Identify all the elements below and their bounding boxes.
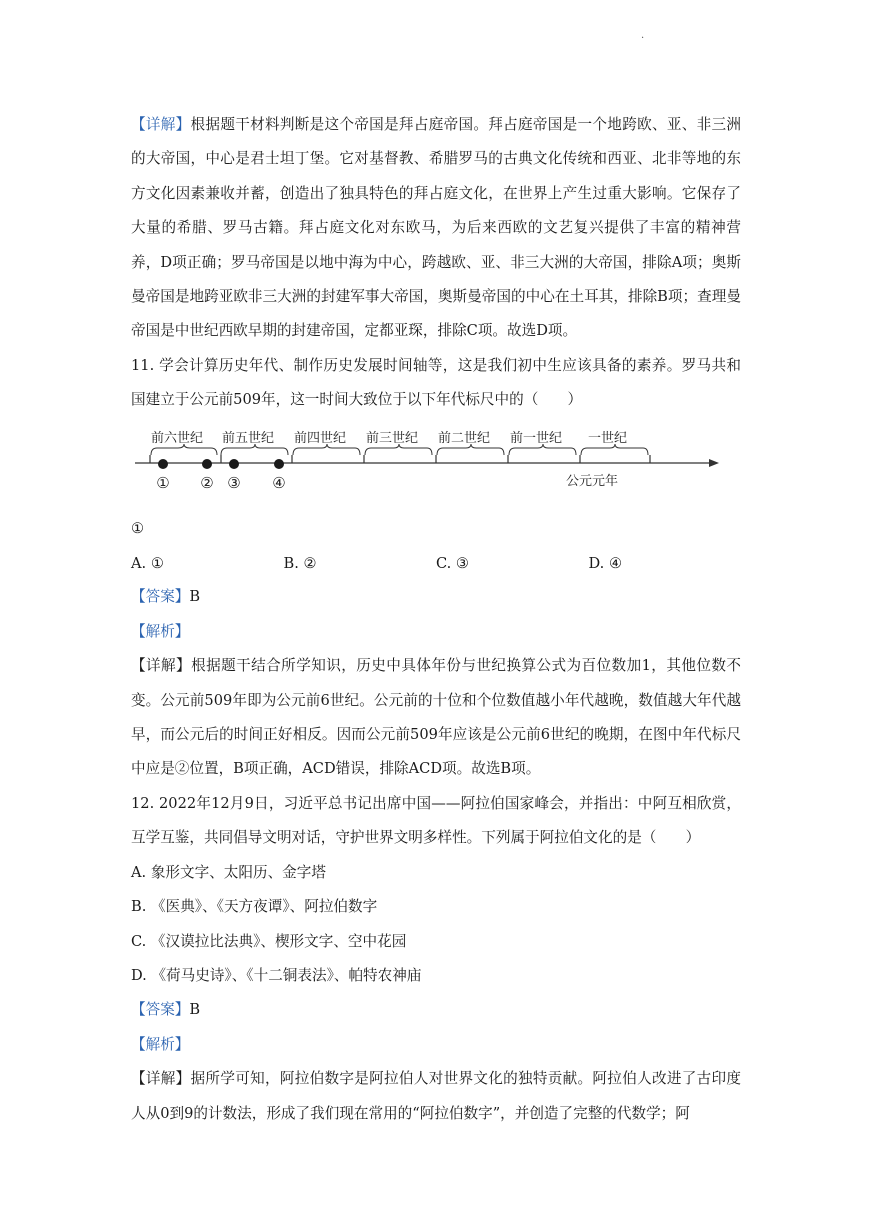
- question-12-answer: [131, 993, 741, 1027]
- question-12-stem: 12. 2022年12月9日，习近平总书记出席中国——阿拉伯国家峰会，并指出：中阿互相欣赏，互学互鉴，共同倡导文明对话，守护世界文明多样性。下列属于阿拉伯文化的是（ ）: [131, 794, 741, 847]
- century-label: 前五世纪: [222, 430, 275, 446]
- option-a: A. ①: [131, 554, 164, 572]
- detail-tag: 【详解】: [131, 116, 191, 133]
- detail-text: 根据题干材料判断是这个帝国是拜占庭帝国。拜占庭帝国是一个地跨欧、亚、非三洲的大帝国，中心是君士坦丁堡。它对基督教、希腊罗马的古典文化传统和西亚、北非等地的东方文化因素兼收并蓄，创造出了独具特色的拜占庭文化，在世界上产生过重大影响。它保存了大量的希腊、罗马古籍。拜占庭文化对东欧马，为后来西欧的文艺复兴提供了丰富的精神营养，D项正确；罗马帝国是以地中海为中心，跨越欧、亚、非三大洲的大帝国，排除A项；奥斯曼帝国是地跨亚欧非三大洲的封建军事大帝国，奥斯曼帝国的中心在土耳其，排除B项；查理曼帝国是中世纪西欧早期的封建帝国，定都亚琛，排除C项。故选D项。: [131, 116, 741, 340]
- question-11-analysis-tag: 【解析】: [131, 622, 190, 640]
- document-body: [131, 108, 741, 1131]
- question-11-answer: [131, 580, 741, 614]
- question-11-options: [131, 546, 741, 580]
- century-label: 前四世纪: [294, 430, 347, 446]
- option-b: B. 《医典》、《天方夜谭》、阿拉伯数字: [131, 898, 378, 916]
- century-label: 前二世纪: [438, 430, 491, 446]
- axis-arrow-icon: [709, 459, 719, 467]
- detail-tag: 【详解】: [131, 1070, 191, 1088]
- marker-label: ①: [156, 473, 170, 492]
- stray-mark: ①: [131, 519, 145, 537]
- timeline-marker-dot: [158, 459, 168, 469]
- option-c: C. ③: [436, 554, 470, 572]
- century-label: 前一世纪: [510, 430, 563, 446]
- answer-tag: 【答案】: [131, 1001, 190, 1019]
- timeline-marker-dot: [229, 459, 239, 469]
- question-12-detail: [131, 1062, 741, 1131]
- option-d: D. ④: [588, 554, 623, 572]
- question-11-detail: [131, 649, 741, 787]
- timeline-marker-dot: [202, 459, 212, 469]
- option-d: D. 《荷马史诗》、《十二铜表法》、帕特农神庙: [131, 966, 422, 984]
- answer-tag: 【答案】: [131, 588, 190, 606]
- question-12-analysis-tag: 【解析】: [131, 1035, 190, 1053]
- header-mark: .: [641, 30, 645, 41]
- question-11-stem: 11. 学会计算历史年代、制作历史发展时间轴等，这是我们初中生应该具备的素养。罗马共和国建立于公元前509年，这一时间大致位于以下年代标尺中的（ ）: [131, 356, 741, 409]
- century-label: 前六世纪: [151, 430, 204, 446]
- answer-value: B: [189, 588, 201, 606]
- origin-label: 公元元年: [566, 473, 619, 489]
- answer-value: B: [189, 1001, 201, 1019]
- timeline-marker-dot: [274, 459, 284, 469]
- marker-label: ④: [272, 473, 286, 492]
- detail-text: 据所学可知，阿拉伯数字是阿拉伯人对世界文化的独特贡献。阿拉伯人改进了古印度人从0到9的计数法，形成了我们现在常用的“阿拉伯数字”，并创造了完整的代数学；阿: [131, 1070, 741, 1122]
- detail-tag: 【详解】: [131, 657, 192, 675]
- detail-paragraph-q10: [131, 108, 741, 349]
- option-c: C. 《汉谟拉比法典》、楔形文字、空中花园: [131, 932, 407, 950]
- detail-text: 根据题干结合所学知识，历史中具体年份与世纪换算公式为百位数加1，其他位数不变。公元前509年即为公元前6世纪。公元前的十位和个位数值越小年代越晚，数值越大年代越早，而公元后的时间正好相反。因而公元前509年应该是公元前6世纪的晚期，在图中年代标尺中应是②位置，B项正确，ACD错误，排除ACD项。故选B项。: [131, 657, 741, 778]
- option-b: B. ②: [283, 554, 317, 572]
- option-a: A. 象形文字、太阳历、金字塔: [131, 863, 326, 881]
- timeline-svg: [121, 424, 721, 510]
- century-label: 一世纪: [588, 430, 628, 446]
- century-label: 前三世纪: [366, 430, 419, 446]
- marker-label: ③: [227, 473, 241, 492]
- marker-label: ②: [200, 473, 214, 492]
- century-timeline: [131, 424, 741, 510]
